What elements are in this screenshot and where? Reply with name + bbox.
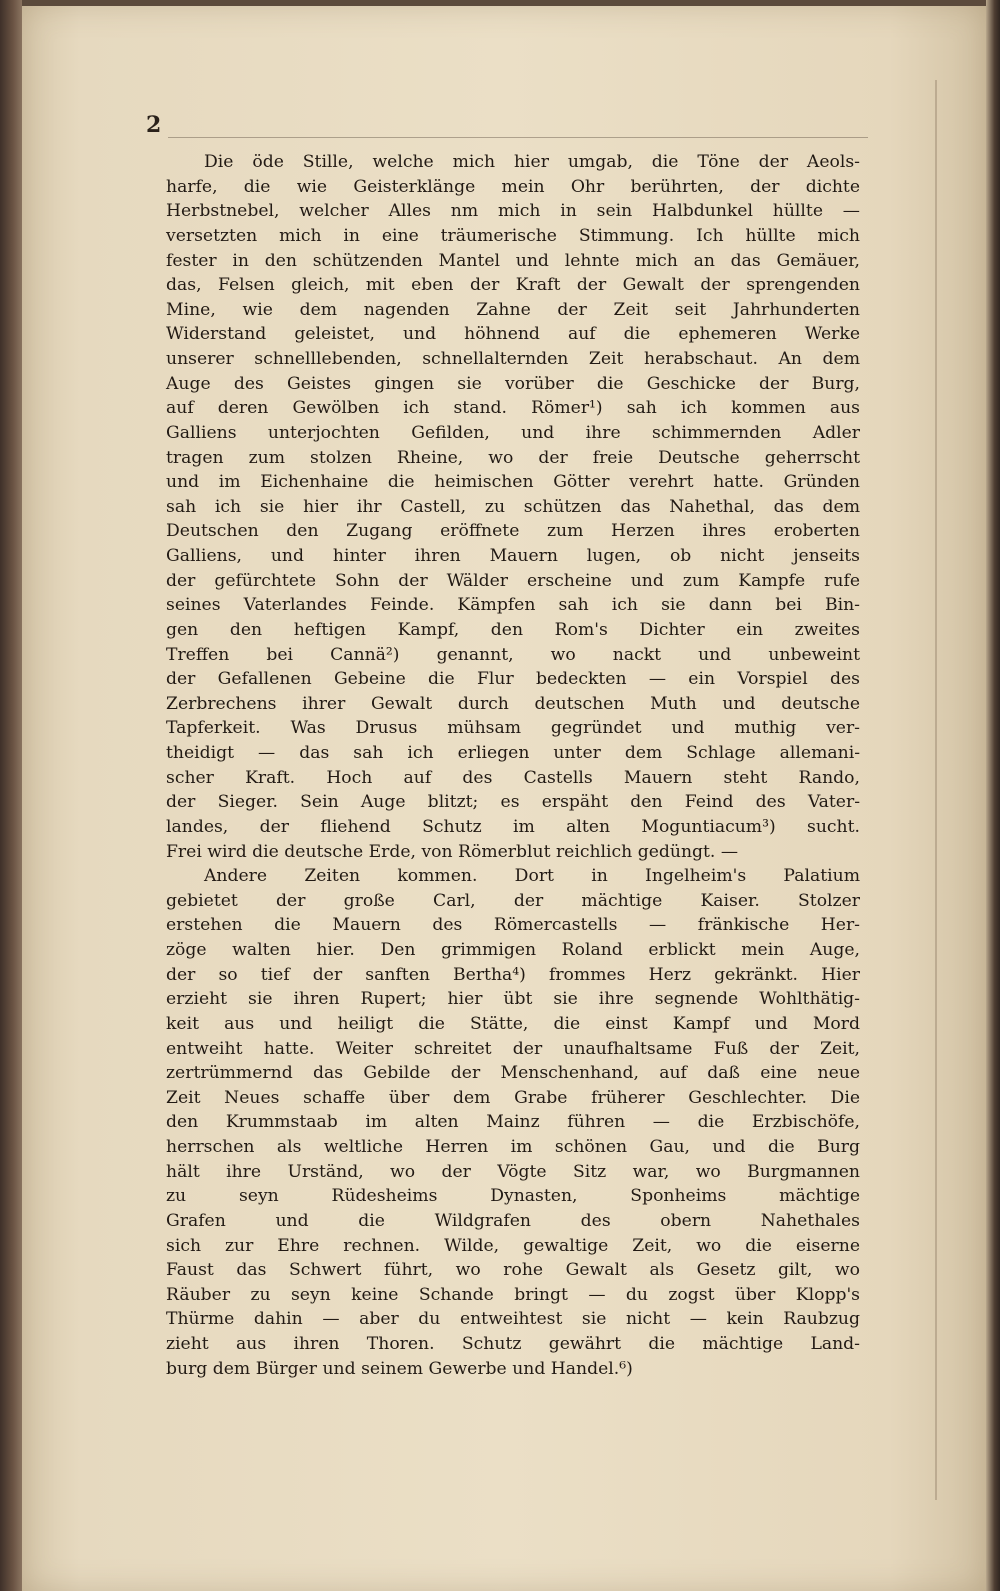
text-line: gen den heftigen Kampf, den Rom's Dichter ein zweites	[166, 619, 860, 640]
text-line: zertrümmernd das Gebilde der Menschenhand, auf daß eine neue	[166, 1063, 860, 1084]
page-number: 2	[146, 112, 162, 138]
text-line: der Gefallenen Gebeine die Flur bedeckten — ein Vorspiel des	[166, 669, 860, 690]
text-line: sich zur Ehre rechnen. Wilde, gewaltige Zeit, wo die eiserne	[166, 1235, 860, 1256]
text-line: Die öde Stille, welche mich hier umgab, die Töne der Aeols-	[204, 152, 860, 172]
text-line: Thürme dahin — aber du entweihtest sie nicht — kein Raubzug	[166, 1309, 860, 1330]
text-line: burg dem Bürger und seinem Gewerbe und Handel.⁶)	[166, 1358, 633, 1379]
text-line: Tapferkeit. Was Drusus mühsam gegründet und muthig ver-	[166, 718, 860, 739]
text-line: Andere Zeiten kommen. Dort in Ingelheim's Palatium	[204, 866, 860, 887]
text-line: versetzten mich in eine träumerische Stimmung. Ich hüllte mich	[166, 225, 860, 246]
text-line: zu seyn Rüdesheims Dynasten, Sponheims mächtige	[166, 1186, 860, 1207]
text-line: Treffen bei Cannä²) genannt, wo nackt und unbeweint	[166, 644, 860, 665]
header-rule	[168, 137, 868, 138]
text-line: Galliens unterjochten Gefilden, und ihre schimmernden Adler	[166, 422, 860, 443]
text-line: keit aus und heiligt die Stätte, die einst Kampf und Mord	[166, 1013, 860, 1034]
text-line: das, Felsen gleich, mit eben der Kraft der Gewalt der sprengenden	[166, 275, 860, 296]
body-text	[166, 150, 860, 1381]
text-line: Widerstand geleistet, und höhnend auf die ephemeren Werke	[166, 324, 860, 345]
text-line: den Krummstaab im alten Mainz führen — die Erzbischöfe,	[166, 1112, 860, 1133]
text-line: Zerbrechens ihrer Gewalt durch deutschen Muth und deutsche	[166, 693, 860, 714]
text-line: fester in den schützenden Mantel und lehnte mich an das Gemäuer,	[166, 250, 860, 271]
text-line: hält ihre Urständ, wo der Vögte Sitz war, wo Burgmannen	[166, 1161, 860, 1182]
text-line: tragen zum stolzen Rheine, wo der freie Deutsche geherrscht	[166, 447, 860, 468]
text-line: scher Kraft. Hoch auf des Castells Mauern steht Rando,	[166, 767, 860, 788]
text-line: auf deren Gewölben ich stand. Römer¹) sah ich kommen aus	[166, 398, 860, 419]
text-line: Frei wird die deutsche Erde, von Römerblut reichlich gedüngt. —	[166, 841, 739, 862]
text-line: unserer schnelllebenden, schnellalternden Zeit herabschaut. An dem	[166, 349, 860, 369]
text-line: entweiht hatte. Weiter schreitet der unaufhaltsame Fuß der Zeit,	[166, 1038, 860, 1059]
text-line: der so tief der sanften Bertha⁴) frommes Herz gekränkt. Hier	[166, 964, 860, 985]
text-line: erzieht sie ihren Rupert; hier übt sie ihre segnende Wohlthätig-	[166, 989, 860, 1010]
text-line: zieht aus ihren Thoren. Schutz gewährt die mächtige Land-	[166, 1334, 860, 1354]
text-line: Grafen und die Wildgrafen des obern Nahethales	[166, 1210, 860, 1231]
text-line: seines Vaterlandes Feinde. Kämpfen sah ich sie dann bei Bin-	[166, 595, 860, 616]
text-line: Räuber zu seyn keine Schande bringt — du zogst über Klopp's	[166, 1284, 860, 1305]
text-line: Deutschen den Zugang eröffnete zum Herzen ihres eroberten	[166, 521, 860, 542]
text-line: herrschen als weltliche Herren im schönen Gau, und die Burg	[166, 1137, 860, 1157]
text-line: der gefürchtete Sohn der Wälder erscheine und zum Kampfe rufe	[166, 570, 860, 591]
book-cover-right-edge	[986, 0, 1000, 1591]
text-line: theidigt — das sah ich erliegen unter dem Schlage allemani-	[166, 743, 860, 763]
text-line: und im Eichenhaine die heimischen Götter verehrt hatte. Gründen	[166, 472, 860, 493]
text-line: Faust das Schwert führt, wo rohe Gewalt als Gesetz gilt, wo	[166, 1260, 860, 1281]
text-line: Galliens, und hinter ihren Mauern lugen, ob nicht jenseits	[166, 546, 860, 566]
gutter-shadow	[935, 80, 937, 1500]
text-line: der Sieger. Sein Auge blitzt; es erspäht den Feind des Vater-	[166, 792, 860, 813]
text-line: zöge walten hier. Den grimmigen Roland erblickt mein Auge,	[166, 940, 860, 960]
text-line: erstehen die Mauern des Römercastells — fränkische Her-	[166, 915, 860, 936]
text-line: landes, der fliehend Schutz im alten Moguntiacum³) sucht.	[166, 816, 860, 837]
text-line: Auge des Geistes gingen sie vorüber die Geschicke der Burg,	[166, 373, 860, 394]
text-line: Zeit Neues schaffe über dem Grabe früherer Geschlechter. Die	[166, 1087, 860, 1108]
text-line: Mine, wie dem nagenden Zahne der Zeit seit Jahrhunderten	[166, 299, 860, 320]
text-line: sah ich sie hier ihr Castell, zu schützen das Nahethal, das dem	[166, 496, 860, 517]
text-line: Herbstnebel, welcher Alles nm mich in sein Halbdunkel hüllte —	[166, 201, 860, 222]
book-cover-left-edge	[0, 0, 22, 1591]
text-line: gebietet der große Carl, der mächtige Kaiser. Stolzer	[166, 890, 860, 911]
text-line: harfe, die wie Geisterklänge mein Ohr berührten, der dichte	[166, 176, 860, 197]
